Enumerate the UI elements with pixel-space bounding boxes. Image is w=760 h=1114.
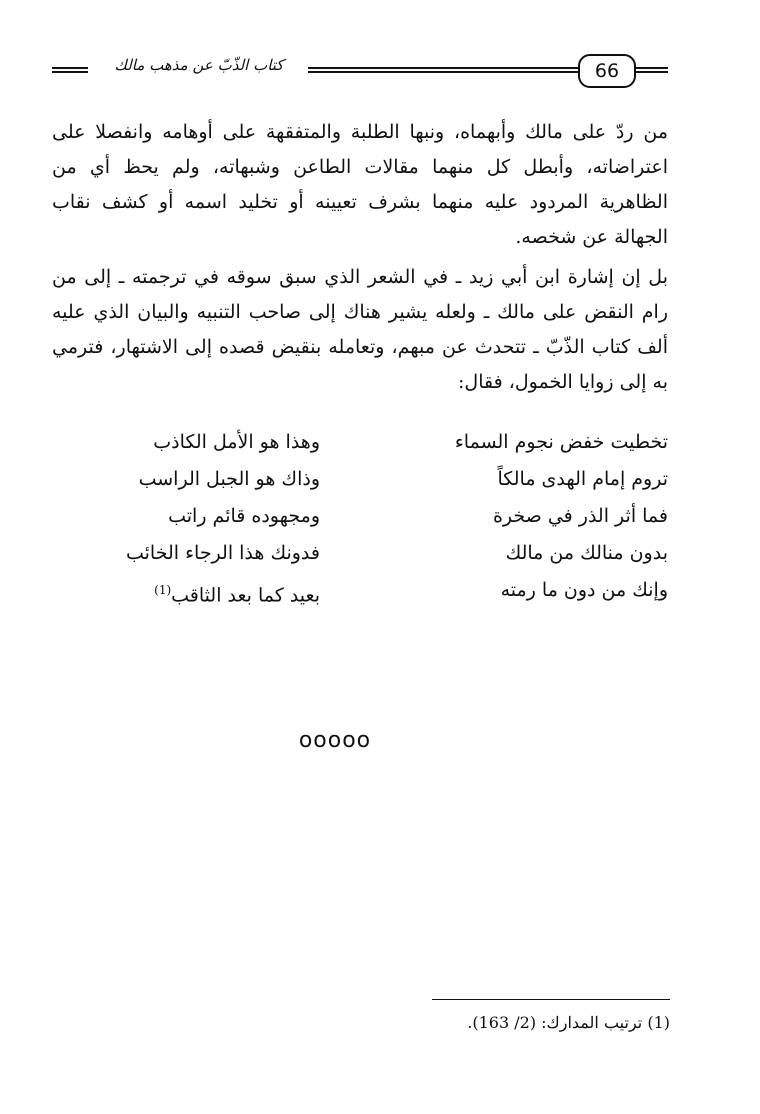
poem-verse-2-first-half: تروم إمام الهدى مالكاً	[497, 468, 668, 490]
footnote-number: (1)	[647, 1013, 670, 1032]
footnote-reference[interactable]: (1)	[154, 583, 172, 597]
poem-verse-4	[52, 535, 668, 572]
footnote	[300, 1010, 670, 1036]
header-rule-right	[634, 67, 668, 73]
paragraph-1: من ردّ على مالك وأبهماه، ونبها الطلبة والمتفقهة على أوهامه وانفصلا على اعتراضاته، وأبطل كل منهما مقالات الطاعن وشبهاته، ولم يحظ أي من الظاهرية المردود عليه منهما بشرف تعيينه أو تخليد اسمه أو كشف نقاب الجهالة عن شخصه.	[52, 121, 668, 248]
poem-verse-3	[52, 498, 668, 535]
poem-verse-5-second-half-text: بعيد كما بعد الثاقب	[171, 584, 320, 607]
poem-verse-2-second-half: وذاك هو الجبل الراسب	[138, 468, 320, 490]
header-rule-middle	[308, 67, 578, 73]
poem-verse-5-first-half: وإنك من دون ما رمته	[500, 579, 668, 601]
footnote-text: ترتيب المدارك: (2/ 163).	[467, 1013, 643, 1032]
section-divider: ooooo	[298, 728, 372, 753]
running-header	[52, 54, 668, 88]
poem-verse-5-second-half	[52, 572, 342, 609]
header-book-title: كتاب الذّبّ عن مذهب مالك	[114, 56, 284, 74]
footnote-separator	[432, 999, 670, 1000]
poem-verse-1-first-half: تخطيت خفض نجوم السماء	[454, 431, 668, 453]
poem	[52, 424, 668, 609]
header-rule-left	[52, 67, 88, 73]
poem-verse-1	[52, 424, 668, 461]
poem-verse-4-first-half: بدون منالك من مالك	[505, 542, 668, 564]
poem-verse-3-second-half: ومجهوده قائم راتب	[168, 505, 320, 527]
paragraph-2: بل إن إشارة ابن أبي زيد ـ في الشعر الذي سبق سوقه في ترجمته ـ إلى من رام النقض على مالك ـ ولعله يشير هناك إلى صاحب التنبيه والبيان الذي عليه ألف كتاب الذّبّ ـ تتحدث عن مبهم، وتعامله بنقيض قصده إلى الاشتهار، فترمي به إلى زوايا الخمول، فقال:	[52, 266, 668, 393]
poem-verse-3-first-half: فما أثر الذر في صخرة	[492, 505, 668, 527]
poem-verse-4-second-half: فدونك هذا الرجاء الخائب	[125, 542, 320, 564]
poem-verse-2	[52, 461, 668, 498]
page-number: 66	[578, 54, 636, 88]
poem-verse-5	[52, 572, 668, 609]
poem-verse-1-second-half: وهذا هو الأمل الكاذب	[153, 431, 320, 453]
